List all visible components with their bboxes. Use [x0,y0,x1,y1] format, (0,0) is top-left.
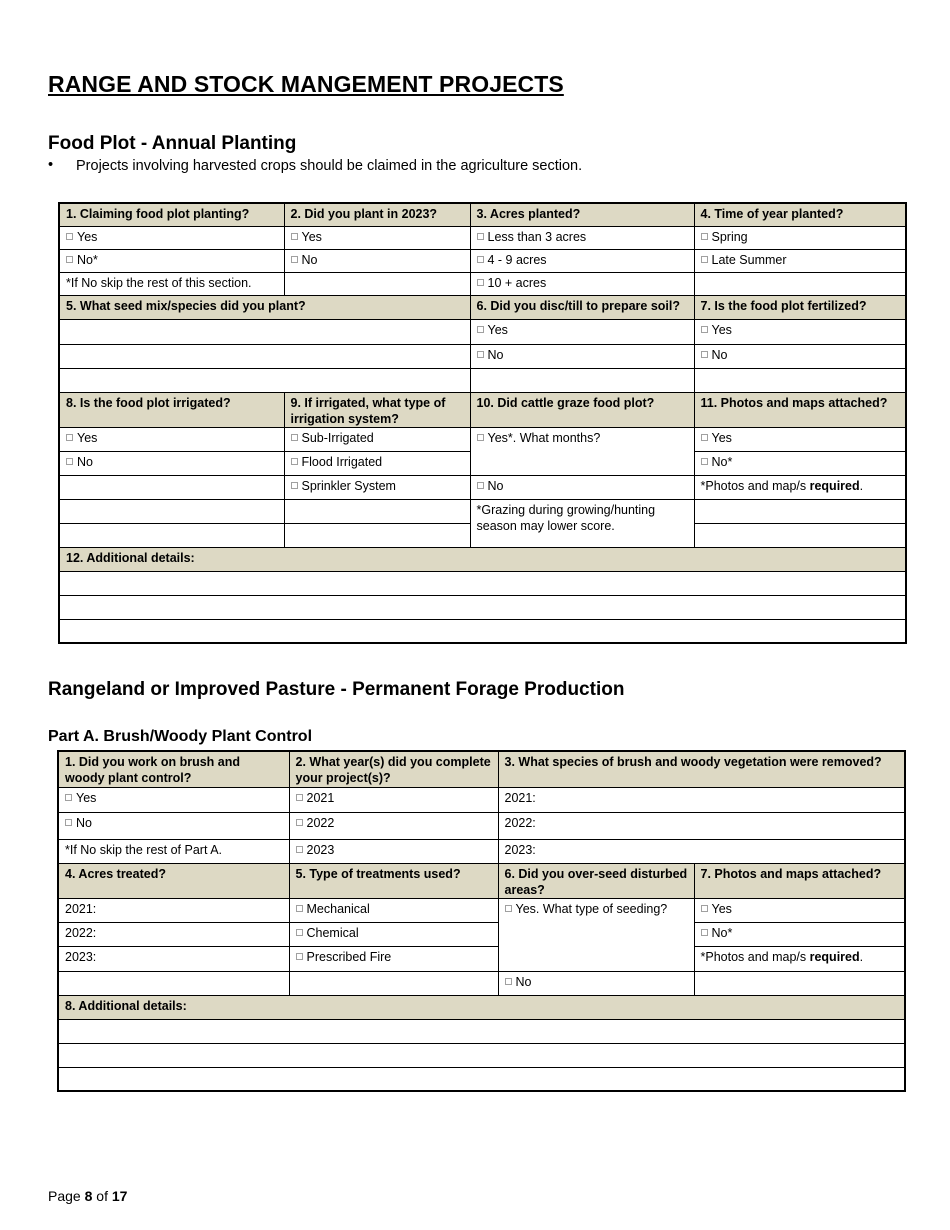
table-row [59,295,906,319]
table-row [58,812,905,839]
q9-option-a[interactable]: Sub-Irrigated [284,427,470,451]
checkbox-icon[interactable] [477,233,484,240]
q11-yes-option[interactable]: Yes [694,427,906,451]
q5-answer-line[interactable] [59,319,470,344]
q12-header: 12. Additional details: [59,547,906,571]
year-2021-option[interactable]: 2021 [289,787,498,812]
species-2021-field[interactable]: 2021: [498,787,905,812]
q7-note: *Photos and map/s required. [694,946,905,971]
checkbox-icon[interactable] [477,482,484,489]
q7-no-option[interactable]: No* [694,922,905,946]
q10-note: *Grazing during growing/hunting season may lower score. [470,499,694,547]
species-2023-field[interactable]: 2023: [498,839,905,863]
table-row [58,839,905,863]
table-row [59,344,906,368]
checkbox-icon[interactable] [66,434,73,441]
empty-cell[interactable] [284,523,470,547]
q3-option-b[interactable]: 4 - 9 acres [470,249,694,272]
empty-cell[interactable] [284,499,470,523]
table-row [58,995,905,1019]
q11-note: *Photos and map/s required. [694,475,906,499]
checkbox-icon[interactable] [477,351,484,358]
q9-header: 9. If irrigated, what type of irrigation system? [284,392,470,427]
table-row [58,922,905,946]
q5-header: 5. Type of treatments used? [289,863,498,898]
acres-2023-field[interactable]: 2023: [58,946,289,971]
checkbox-icon[interactable] [291,482,298,489]
checkbox-icon[interactable] [505,978,512,985]
q3-header: 3. What species of brush and woody vegetation were removed? [498,751,905,787]
q6-yes-option[interactable]: Yes [470,319,694,344]
empty-cell[interactable] [58,971,289,995]
q8-header: 8. Additional details: [58,995,905,1019]
details-line[interactable] [58,1019,905,1043]
q1-note: *If No skip the rest of this section. [59,272,284,295]
table-row [59,595,906,619]
q2-header: 2. Did you plant in 2023? [284,203,470,226]
q1-no-option[interactable]: No [58,812,289,839]
checkbox-icon[interactable] [66,233,73,240]
checkbox-icon[interactable] [701,233,708,240]
q1-no-option[interactable]: No* [59,249,284,272]
checkbox-icon[interactable] [477,326,484,333]
food-plot-table [58,202,907,644]
food-plot-heading: Food Plot - Annual Planting [48,133,297,154]
page-title: RANGE AND STOCK MANGEMENT PROJECTS [48,71,564,97]
q1-yes-option[interactable]: Yes [59,226,284,249]
table-row [59,226,906,249]
checkbox-icon[interactable] [701,905,708,912]
q4-option-b[interactable]: Late Summer [694,249,906,272]
q2-header: 2. What year(s) did you complete your project(s)? [289,751,498,787]
checkbox-icon[interactable] [701,326,708,333]
q7-no-option[interactable]: No [694,344,906,368]
q10-yes-option[interactable]: Yes*. What months? [470,427,694,475]
checkbox-icon[interactable] [291,458,298,465]
species-2022-field[interactable]: 2022: [498,812,905,839]
q7-header: 7. Is the food plot fertilized? [694,295,906,319]
acres-2021-field[interactable]: 2021: [58,898,289,922]
checkbox-icon[interactable] [701,351,708,358]
table-row [59,319,906,344]
empty-cell[interactable] [694,272,906,295]
details-line[interactable] [58,1067,905,1091]
checkbox-icon[interactable] [291,434,298,441]
checkbox-icon[interactable] [505,905,512,912]
q7-header: 7. Photos and maps attached? [694,863,905,898]
q6-no-option[interactable]: No [470,344,694,368]
table-row [59,249,906,272]
year-2023-option[interactable]: 2023 [289,839,498,863]
checkbox-icon[interactable] [66,256,73,263]
details-line[interactable] [59,571,906,595]
empty-cell[interactable] [59,523,284,547]
checkbox-icon[interactable] [701,929,708,936]
q3-option-a[interactable]: Less than 3 acres [470,226,694,249]
table-row [59,272,906,295]
q1-note: *If No skip the rest of Part A. [58,839,289,863]
q3-header: 3. Acres planted? [470,203,694,226]
checkbox-icon[interactable] [291,256,298,263]
table-row [59,499,906,523]
checkbox-icon[interactable] [477,256,484,263]
q5-option-b[interactable]: Chemical [289,922,498,946]
empty-cell[interactable] [59,475,284,499]
table-row [58,1043,905,1067]
empty-cell[interactable] [289,971,498,995]
table-row [58,863,905,898]
table-row [59,392,906,427]
page-number: Page 8 of 17 [48,1188,128,1204]
q11-header: 11. Photos and maps attached? [694,392,906,427]
rangeland-heading: Rangeland or Improved Pasture - Permanent Forage Production [48,679,625,700]
q5-header: 5. What seed mix/species did you plant? [59,295,470,319]
q9-option-b[interactable]: Flood Irrigated [284,451,470,475]
bullet-dot-icon: • [48,157,54,173]
empty-cell[interactable] [470,368,694,392]
q10-no-option[interactable]: No [470,475,694,499]
checkbox-icon[interactable] [65,794,72,801]
q2-yes-option[interactable]: Yes [284,226,470,249]
table-row [58,898,905,922]
q7-yes-option[interactable]: Yes [694,898,905,922]
q10-header: 10. Did cattle graze food plot? [470,392,694,427]
table-row [58,1067,905,1091]
q1-header: 1. Did you work on brush and woody plant control? [58,751,289,787]
checkbox-icon[interactable] [701,458,708,465]
checkbox-icon[interactable] [66,458,73,465]
q1-yes-option[interactable]: Yes [58,787,289,812]
q6-no-option[interactable]: No [498,971,694,995]
q7-yes-option[interactable]: Yes [694,319,906,344]
checkbox-icon[interactable] [296,846,303,853]
checkbox-icon[interactable] [296,794,303,801]
table-row [59,619,906,643]
q8-header: 8. Is the food plot irrigated? [59,392,284,427]
empty-cell[interactable] [284,272,470,295]
q2-no-option[interactable]: No [284,249,470,272]
q4-option-a[interactable]: Spring [694,226,906,249]
checkbox-icon[interactable] [701,256,708,263]
checkbox-icon[interactable] [296,929,303,936]
empty-cell[interactable] [694,499,906,523]
q5-answer-line[interactable] [59,368,470,392]
table-row [59,547,906,571]
q1-header: 1. Claiming food plot planting? [59,203,284,226]
q5-option-a[interactable]: Mechanical [289,898,498,922]
q4-header: 4. Time of year planted? [694,203,906,226]
q6-header: 6. Did you over-seed disturbed areas? [498,863,694,898]
q4-header: 4. Acres treated? [58,863,289,898]
table-row [59,475,906,499]
year-2022-option[interactable]: 2022 [289,812,498,839]
checkbox-icon[interactable] [65,819,72,826]
table-row [58,971,905,995]
table-row [58,787,905,812]
q6-header: 6. Did you disc/till to prepare soil? [470,295,694,319]
table-row [59,427,906,451]
checkbox-icon[interactable] [296,905,303,912]
details-line[interactable] [59,619,906,643]
empty-cell[interactable] [694,971,905,995]
empty-cell[interactable] [694,368,906,392]
q8-no-option[interactable]: No [59,451,284,475]
table-row [58,946,905,971]
checkbox-icon[interactable] [477,279,484,286]
checkbox-icon[interactable] [701,434,708,441]
q5-answer-line[interactable] [59,344,470,368]
checkbox-icon[interactable] [477,434,484,441]
table-row [59,368,906,392]
q3-option-c[interactable]: 10 + acres [470,272,694,295]
empty-cell[interactable] [59,499,284,523]
table-row [59,571,906,595]
brush-control-table [57,750,906,1092]
table-row [58,1019,905,1043]
q11-no-option[interactable]: No* [694,451,906,475]
details-line[interactable] [58,1043,905,1067]
q8-yes-option[interactable]: Yes [59,427,284,451]
checkbox-icon[interactable] [296,819,303,826]
checkbox-icon[interactable] [296,953,303,960]
table-row [58,751,905,787]
q6-yes-option[interactable]: Yes. What type of seeding? [498,898,694,971]
part-a-heading: Part A. Brush/Woody Plant Control [48,728,313,745]
details-line[interactable] [59,595,906,619]
acres-2022-field[interactable]: 2022: [58,922,289,946]
checkbox-icon[interactable] [291,233,298,240]
table-row [59,203,906,226]
q9-option-c[interactable]: Sprinkler System [284,475,470,499]
q5-option-c[interactable]: Prescribed Fire [289,946,498,971]
empty-cell[interactable] [694,523,906,547]
bullet-text: Projects involving harvested crops should be claimed in the agriculture section. [76,158,583,174]
